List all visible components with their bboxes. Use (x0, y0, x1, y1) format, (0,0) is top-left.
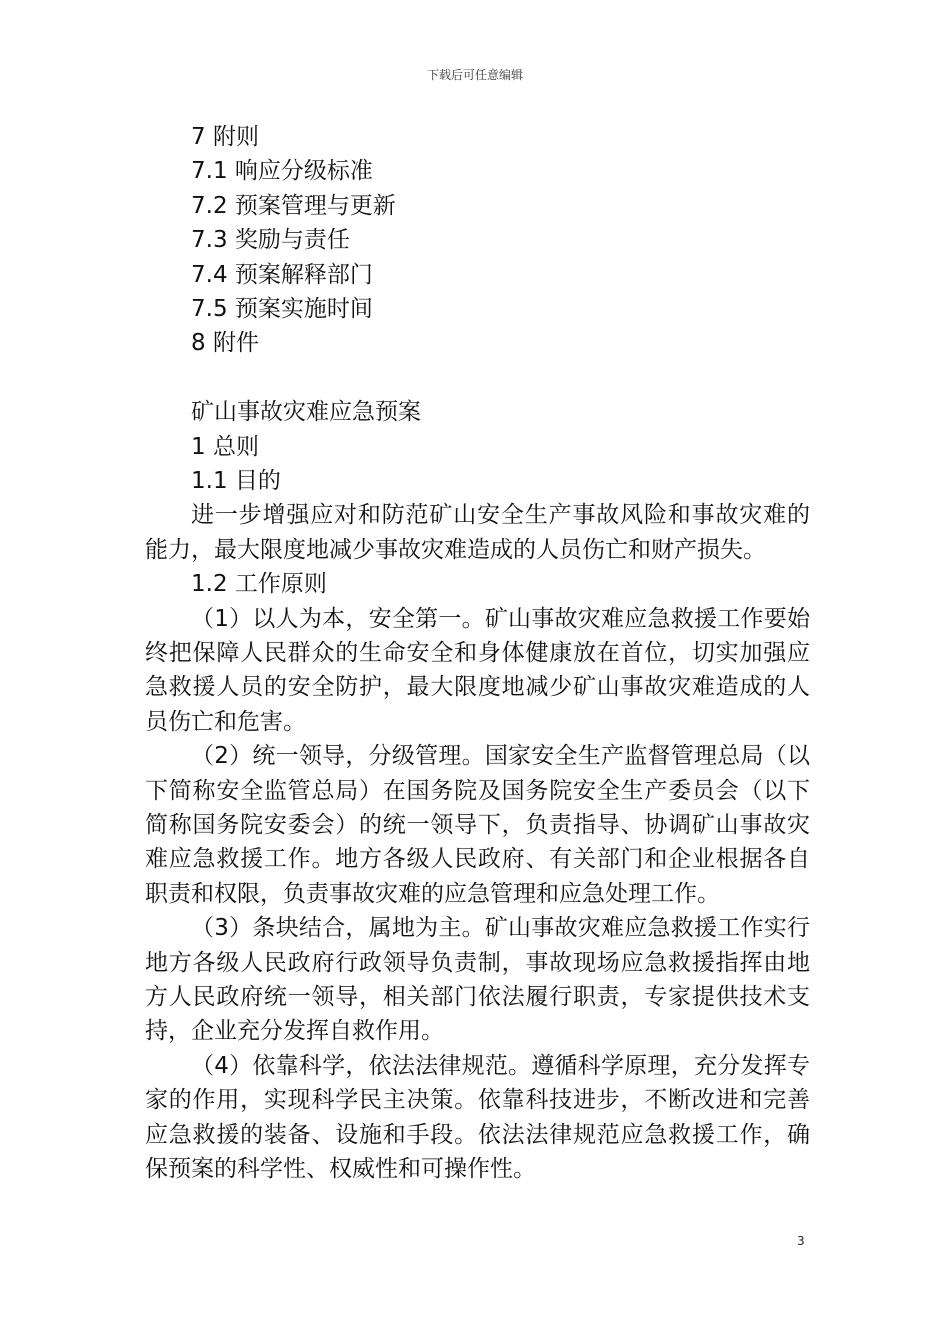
subsection-heading-1-1: 1.1 目的 (191, 467, 281, 494)
paragraph-principle-1: （1）以人为本，安全第一。矿山事故灾难应急救援工作要始终把保障人民群众的生命安全和身体健康放在首位，切实加强应急救援人员的安全防护，最大限度地减少矿山事故灾难造成的人员伤亡和危害。 (145, 605, 810, 735)
toc-item: 7.1 响应分级标准 (191, 158, 373, 185)
toc-item: 7.4 预案解释部门 (191, 261, 373, 288)
paragraph-principle-2: （2）统一领导，分级管理。国家安全生产监督管理总局（以下简称安全监管总局）在国务院及国务院安全生产委员会（以下简称国务院安委会）的统一领导下，负责指导、协调矿山事故灾难应急救援工作。地方各级人民政府、有关部门和企业根据各自职责和权限，负责事故灾难的应急管理和应急处理工作。 (145, 743, 810, 907)
section-heading-8: 8 附件 (191, 330, 259, 357)
toc-item: 7.2 预案管理与更新 (191, 192, 396, 219)
paragraph-purpose: 进一步增强应对和防范矿山安全生产事故风险和事故灾难的能力，最大限度地减少事故灾难造成的人员伤亡和财产损失。 (145, 502, 810, 563)
section-heading-1: 1 总则 (191, 433, 259, 460)
page-number: 3 (797, 1234, 805, 1248)
document-body (145, 120, 810, 1186)
section-heading-7: 7 附则 (191, 124, 259, 150)
paragraph-principle-3: （3）条块结合，属地为主。矿山事故灾难应急救援工作实行地方各级人民政府行政领导负责制，事故现场应急救援指挥由地方人民政府统一领导，相关部门依法履行职责，专家提供技术支持，企业充分发挥自救作用。 (145, 915, 810, 1045)
blank-line (145, 361, 810, 395)
paragraph-principle-4: （4）依靠科学，依法法律规范。遵循科学原理，充分发挥专家的作用，实现科学民主决策。依靠科技进步，不断改进和完善应急救援的装备、设施和手段。依法法律规范应急救援工作，确保预案的科学性、权威性和可操作性。 (145, 1052, 810, 1182)
toc-item: 7.3 奖励与责任 (191, 227, 350, 254)
toc-item: 7.5 预案实施时间 (191, 295, 373, 322)
page-header: 下载后可任意编辑 (426, 68, 523, 82)
subsection-heading-1-2: 1.2 工作原则 (191, 571, 327, 598)
document-title: 矿山事故灾难应急预案 (191, 399, 421, 426)
